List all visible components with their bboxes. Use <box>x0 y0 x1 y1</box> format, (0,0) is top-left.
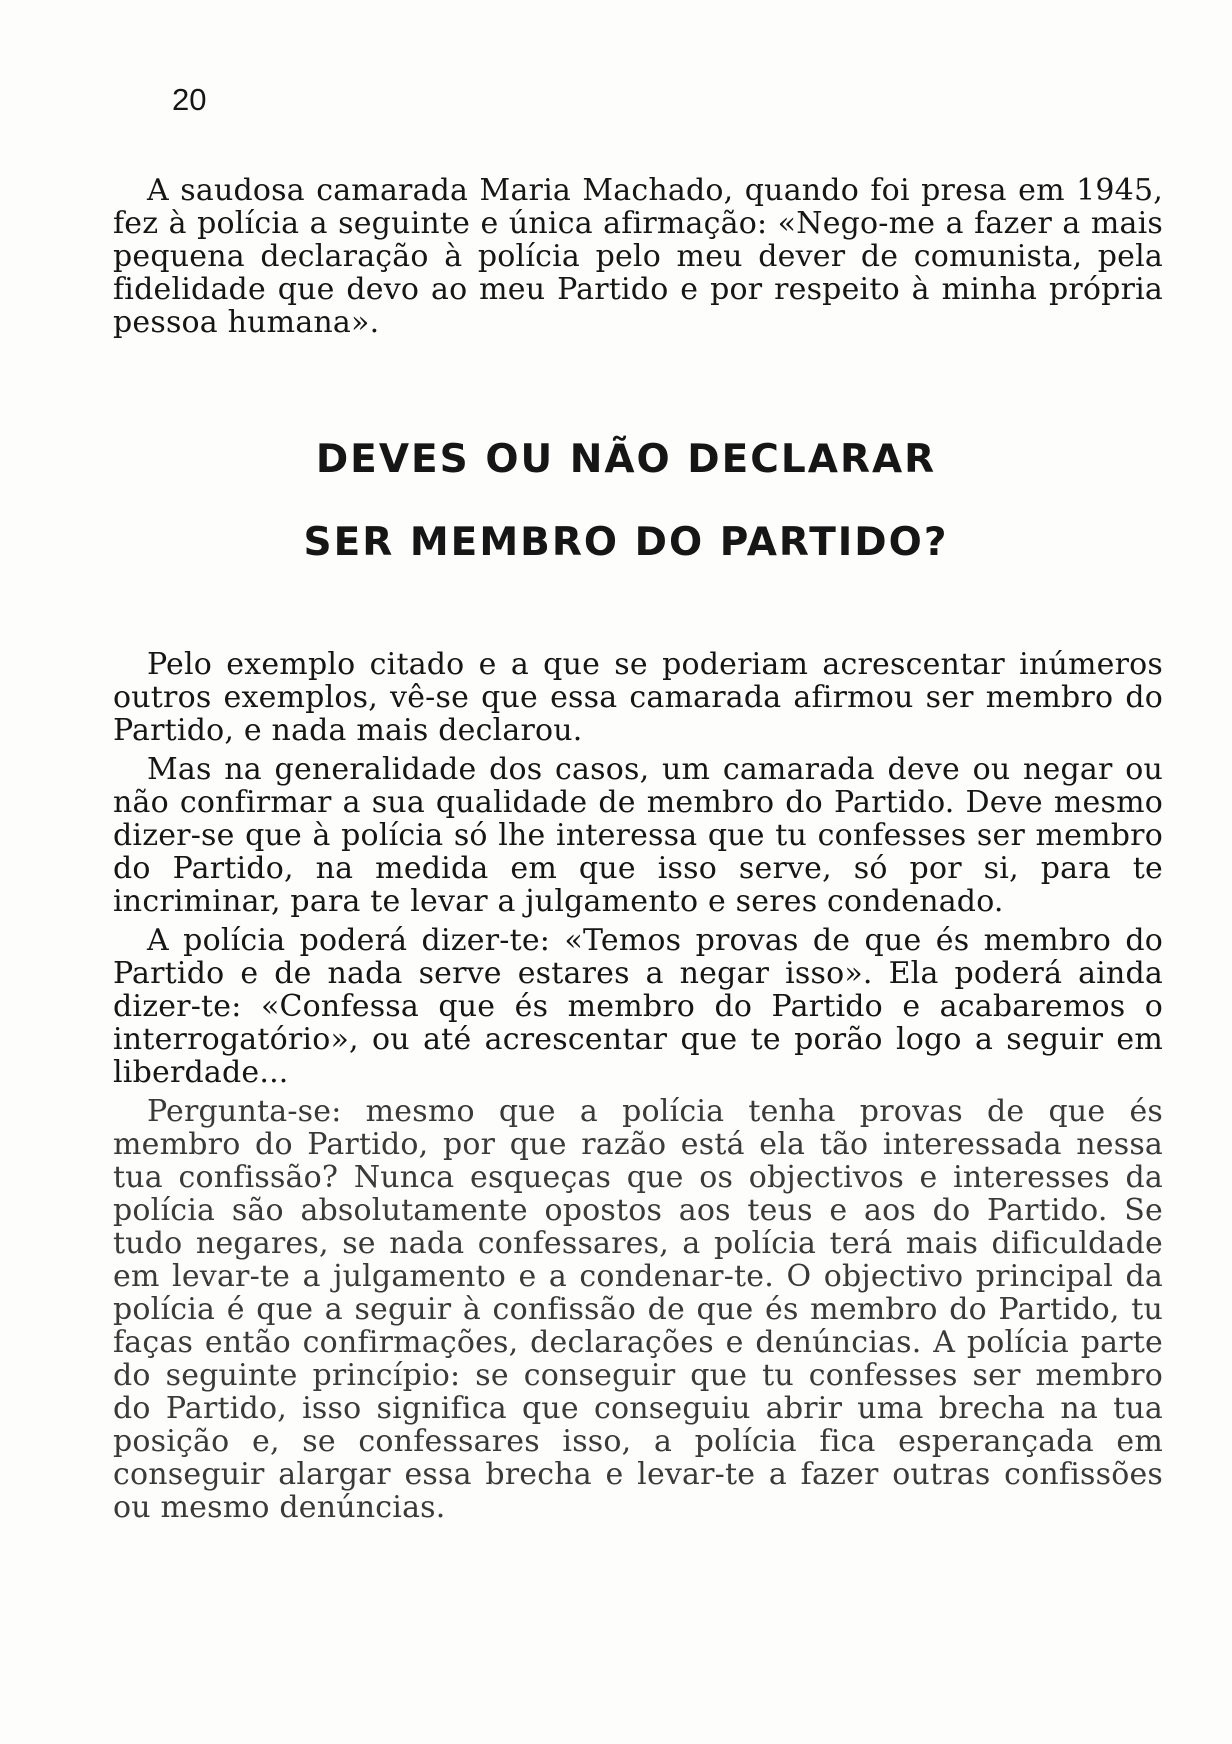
body-text <box>113 648 1163 1524</box>
intro-paragraph: A saudosa camarada Maria Machado, quando foi presa em 1945, fez à polícia a seguinte e única afirmação: «Nego-me a fazer a mais pequena declaração à polícia pelo meu dever de comunista, pela fidelidade que devo ao meu Partido e por respeito à minha própria pessoa humana». <box>113 173 1163 340</box>
body-paragraph: A polícia poderá dizer-te: «Temos provas de que és membro do Partido e de nada serve estares a negar isso». Ela poderá ainda dizer-te: «Confessa que és membro do Partido e acabaremos o interrogatório», ou até acrescentar que te porão logo a seguir em liberdade... <box>113 923 1163 1090</box>
section-heading-line-1: DEVES OU NÃO DECLARAR <box>315 437 937 482</box>
section-heading-line-2: SER MEMBRO DO PARTIDO? <box>303 520 949 565</box>
intro-section <box>113 174 1163 339</box>
body-paragraph: Pergunta-se: mesmo que a polícia tenha provas de que és membro do Partido, por que razão está ela tão interessada nessa tua confissão? Nunca esqueças que os objectivos e interesses da polícia são absolutamente opostos aos teus e aos do Partido. Se tudo negares, se nada confessares, a polícia terá mais dificuldade em levar-te a julgamento e a condenar-te. O objectivo principal da polícia é que a seguir à confissão de que és membro do Partido, tu faças então confirmações, declarações e denúncias. A polícia parte do seguinte princípio: se conseguir que tu confesses ser membro do Partido, isso significa que conseguiu abrir uma brecha na tua posição e, se confessares isso, a polícia fica esperançada em conseguir alargar essa brecha e levar-te a fazer outras confissões ou mesmo denúncias. <box>113 1094 1163 1525</box>
page-number: 20 <box>172 82 207 117</box>
body-paragraph: Mas na generalidade dos casos, um camarada deve ou negar ou não confirmar a sua qualidade de membro do Partido. Deve mesmo dizer-se que à polícia só lhe interessa que tu confesses ser membro do Partido, na medida em que isso serve, só por si, para te incriminar, para te levar a julgamento e seres condenado. <box>113 752 1163 919</box>
body-paragraph: Pelo exemplo citado e a que se poderiam acrescentar inúmeros outros exemplos, vê-se que essa camarada afirmou ser membro do Partido, e nada mais declarou. <box>113 647 1163 748</box>
